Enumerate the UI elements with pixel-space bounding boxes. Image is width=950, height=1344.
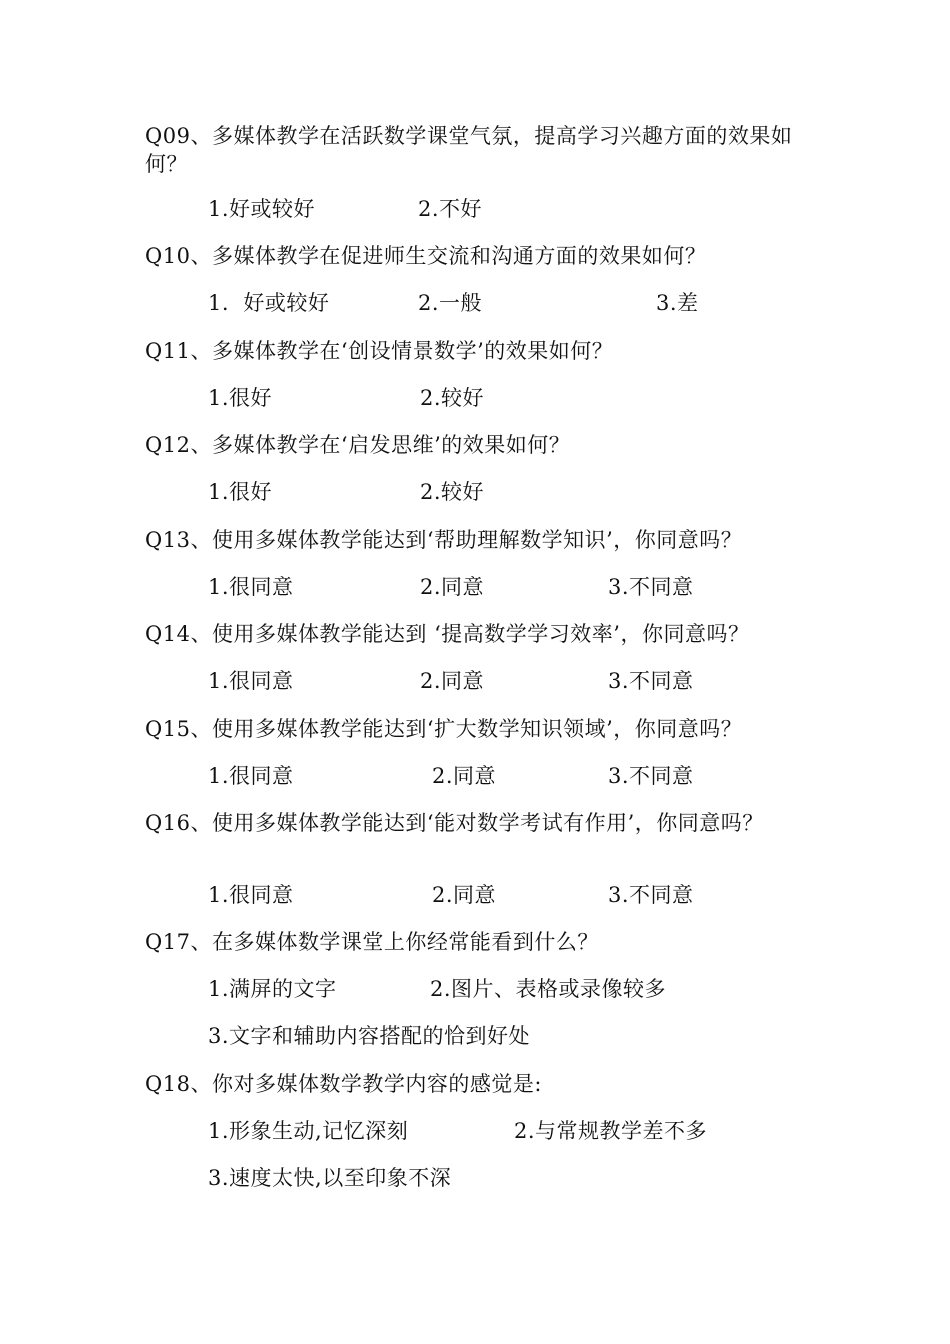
option-q18-3: 3.速度太快,以至印象不深 [208, 1166, 452, 1190]
option-q17-2: 2.图片、表格或录像较多 [430, 977, 667, 1001]
option-q10-2: 2.一般 [418, 291, 483, 315]
option-q16-2: 2.同意 [432, 883, 497, 907]
option-q13-2: 2.同意 [420, 575, 485, 599]
question-q17: Q17、在多媒体数学课堂上你经常能看到什么？ [145, 930, 599, 954]
question-q12: Q12、多媒体教学在‘启发思维’的效果如何？ [145, 433, 571, 457]
option-q16-3: 3.不同意 [608, 883, 694, 907]
option-q14-1: 1.很同意 [208, 669, 294, 693]
option-q15-2: 2.同意 [432, 764, 497, 788]
option-q09-2: 2.不好 [418, 197, 483, 221]
option-q15-1: 1.很同意 [208, 764, 294, 788]
option-q18-2: 2.与常规教学差不多 [514, 1119, 708, 1143]
question-q14: Q14、使用多媒体教学能达到 ‘提高数学学习效率’，你同意吗？ [145, 622, 750, 646]
option-q13-1: 1.很同意 [208, 575, 294, 599]
option-q11-2: 2.较好 [420, 386, 485, 410]
option-q12-2: 2.较好 [420, 480, 485, 504]
option-q10-1: 1. 好或较好 [208, 291, 330, 315]
option-q17-1: 1.满屏的文字 [208, 977, 337, 1001]
question-q10: Q10、多媒体教学在促进师生交流和沟通方面的效果如何？ [145, 244, 707, 268]
question-q16: Q16、使用多媒体教学能达到‘能对数学考试有作用’，你同意吗？ [145, 811, 764, 835]
option-q15-3: 3.不同意 [608, 764, 694, 788]
question-q11: Q11、多媒体教学在‘创设情景数学’的效果如何？ [145, 339, 614, 363]
question-q09: Q09、多媒体教学在活跃数学课堂气氛，提高学习兴趣方面的效果如何？ [145, 124, 793, 176]
question-q15: Q15、使用多媒体教学能达到‘扩大数学知识领域’，你同意吗？ [145, 717, 743, 741]
option-q16-1: 1.很同意 [208, 883, 294, 907]
option-q10-3: 3.差 [656, 291, 699, 315]
option-q14-3: 3.不同意 [608, 669, 694, 693]
option-q14-2: 2.同意 [420, 669, 485, 693]
question-q18: Q18、你对多媒体数学教学内容的感觉是: [145, 1072, 543, 1096]
option-q13-3: 3.不同意 [608, 575, 694, 599]
option-q12-1: 1.很好 [208, 480, 273, 504]
option-q18-1: 1.形象生动,记忆深刻 [208, 1119, 409, 1143]
option-q11-1: 1.很好 [208, 386, 273, 410]
option-q17-3: 3.文字和辅助内容搭配的恰到好处 [208, 1024, 531, 1048]
option-q09-1: 1.好或较好 [208, 197, 316, 221]
question-q13: Q13、使用多媒体教学能达到‘帮助理解数学知识’，你同意吗？ [145, 528, 743, 552]
